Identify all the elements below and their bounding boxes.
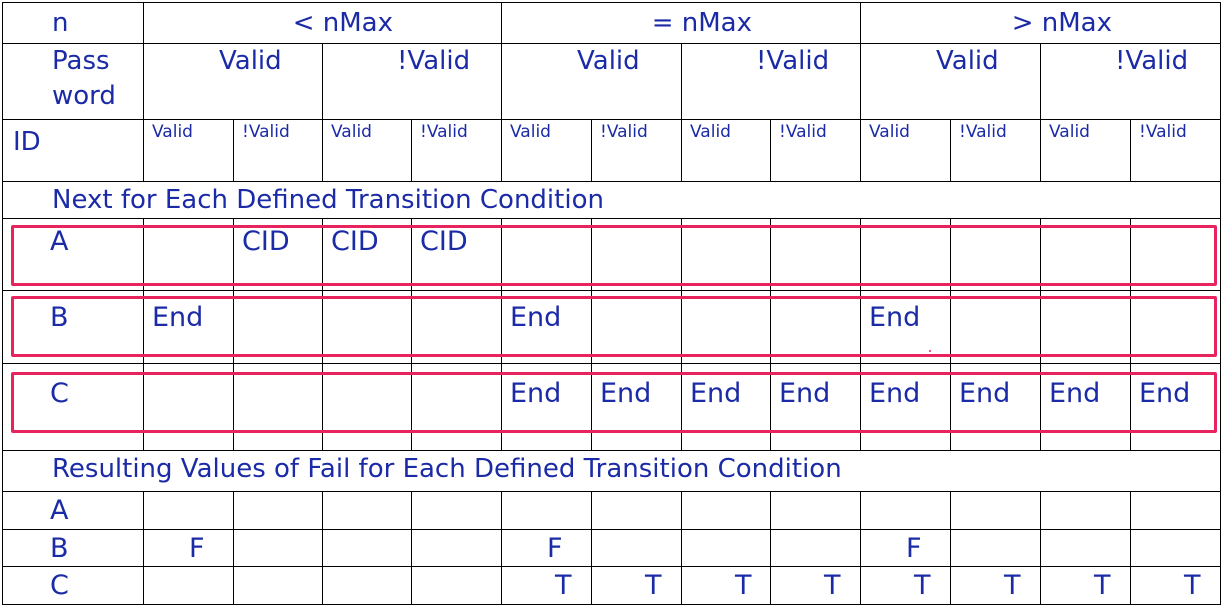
cell-fail: T — [555, 570, 572, 601]
grid-line — [2, 604, 1221, 605]
grid-line — [770, 491, 771, 605]
password-valid: Valid — [577, 46, 640, 76]
group-header: < nMax — [292, 8, 393, 38]
grid-line — [2, 491, 1221, 492]
cell-fail: T — [645, 570, 662, 601]
cell-next: End — [510, 378, 562, 409]
cell-fail: F — [906, 533, 922, 564]
cell-next: End — [779, 378, 831, 409]
grid-line — [1130, 119, 1131, 182]
grid-line — [2, 119, 1221, 120]
cell-next: End — [600, 378, 652, 409]
grid-line — [2, 290, 1221, 291]
grid-line — [2, 529, 1221, 530]
grid-line — [322, 491, 323, 605]
cell-next: End — [152, 302, 204, 333]
group-header: = nMax — [651, 8, 752, 38]
id-invalid: !Valid — [1139, 122, 1187, 142]
id-invalid: !Valid — [600, 122, 648, 142]
grid-line — [2, 181, 1221, 182]
cell-next: End — [690, 378, 742, 409]
password-invalid: !Valid — [756, 46, 830, 76]
id-valid: Valid — [331, 122, 372, 142]
id-invalid: !Valid — [242, 122, 290, 142]
grid-line — [2, 218, 1221, 219]
grid-line — [143, 2, 144, 182]
stray-dot — [929, 350, 931, 352]
id-label: ID — [13, 127, 41, 157]
grid-line — [233, 491, 234, 605]
cell-fail: T — [1094, 570, 1111, 601]
section-title-next: Next for Each Defined Transition Condition — [52, 185, 604, 215]
cell-next: CID — [331, 226, 379, 257]
grid-line — [591, 119, 592, 182]
password-valid: Valid — [936, 46, 999, 76]
id-valid: Valid — [510, 122, 551, 142]
grid-line — [501, 491, 502, 605]
grid-line — [233, 119, 234, 182]
id-valid: Valid — [152, 122, 193, 142]
cell-fail: T — [1004, 570, 1021, 601]
grid-line — [681, 43, 682, 182]
grid-line — [2, 43, 1221, 44]
id-invalid: !Valid — [420, 122, 468, 142]
id-valid: Valid — [869, 122, 910, 142]
id-invalid: !Valid — [959, 122, 1007, 142]
cell-fail: F — [189, 533, 205, 564]
grid-line — [2, 450, 1221, 451]
grid-line — [411, 119, 412, 182]
row-label: A — [50, 495, 69, 526]
cell-fail: F — [547, 533, 563, 564]
grid-line — [2, 2, 1221, 3]
row-label: C — [50, 570, 69, 601]
id-valid: Valid — [690, 122, 731, 142]
highlight-box — [11, 225, 1217, 286]
grid-line — [411, 491, 412, 605]
grid-line — [860, 491, 861, 605]
cell-next: End — [1049, 378, 1101, 409]
grid-line — [591, 491, 592, 605]
password-label: Pass word — [52, 46, 116, 111]
cell-fail: T — [735, 570, 752, 601]
grid-line — [681, 491, 682, 605]
cell-next: End — [510, 302, 562, 333]
grid-line — [1040, 43, 1041, 182]
id-invalid: !Valid — [779, 122, 827, 142]
grid-line — [1130, 491, 1131, 605]
cell-next: End — [1139, 378, 1191, 409]
grid-line — [322, 43, 323, 182]
grid-line — [2, 2, 3, 605]
cell-next: CID — [420, 226, 468, 257]
grid-line — [1040, 491, 1041, 605]
group-header: > nMax — [1011, 8, 1112, 38]
section-title-fail: Resulting Values of Fail for Each Defined Transition Condition — [52, 454, 842, 484]
grid-line — [501, 2, 502, 182]
grid-line — [2, 363, 1221, 364]
cell-next: End — [959, 378, 1011, 409]
grid-line — [2, 566, 1221, 567]
cell-fail: T — [914, 570, 931, 601]
grid-line — [950, 119, 951, 182]
row-label: B — [50, 302, 69, 333]
password-invalid: !Valid — [397, 46, 471, 76]
grid-line — [1220, 2, 1221, 605]
id-valid: Valid — [1049, 122, 1090, 142]
cell-next: End — [869, 302, 921, 333]
grid-line — [950, 491, 951, 605]
cell-next: CID — [242, 226, 290, 257]
n-label: n — [52, 8, 69, 38]
highlight-box — [11, 372, 1217, 433]
grid-line — [860, 2, 861, 182]
cell-next: End — [869, 378, 921, 409]
cell-fail: T — [824, 570, 841, 601]
cell-fail: T — [1184, 570, 1201, 601]
password-invalid: !Valid — [1115, 46, 1189, 76]
row-label: C — [50, 378, 69, 409]
grid-line — [770, 119, 771, 182]
row-label: B — [50, 533, 69, 564]
password-valid: Valid — [219, 46, 282, 76]
grid-line — [143, 491, 144, 605]
row-label: A — [50, 226, 69, 257]
highlight-box — [11, 296, 1217, 357]
